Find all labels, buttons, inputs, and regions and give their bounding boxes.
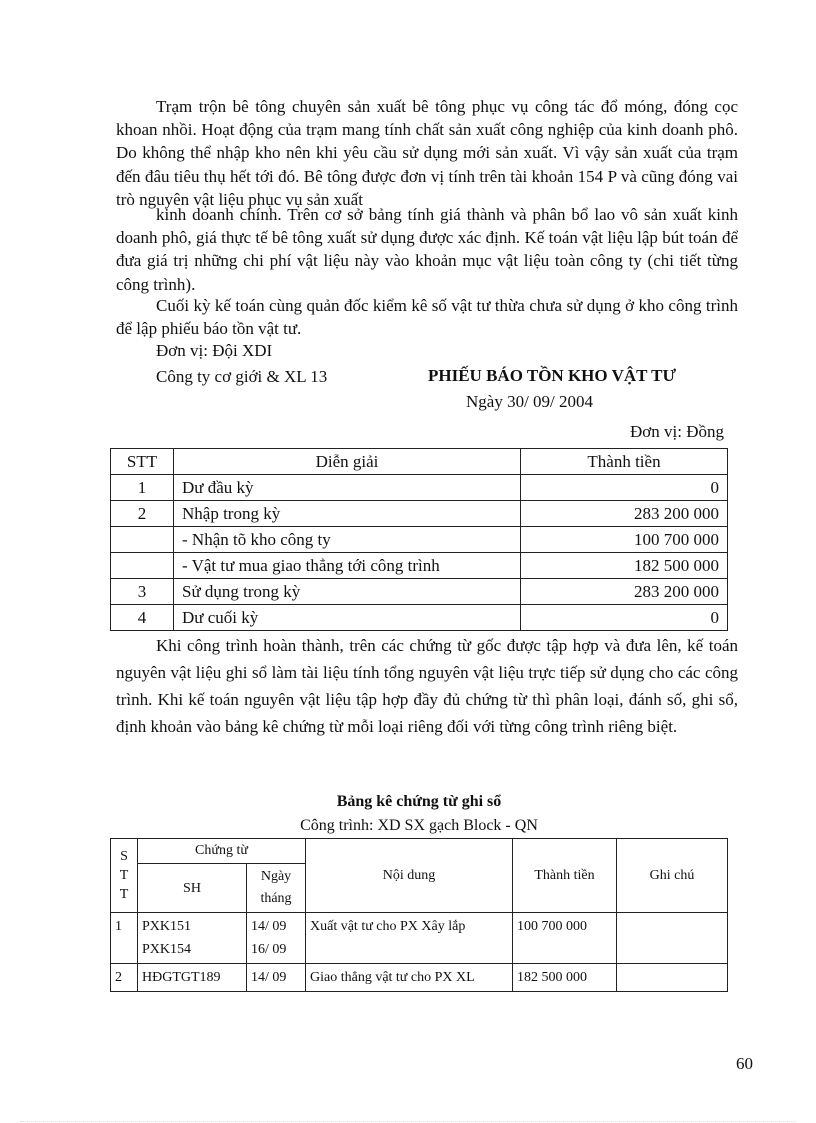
row-amount: 182 500 000 <box>513 964 617 992</box>
bottom-dotted-rule <box>20 1121 796 1122</box>
row-stt: 1 <box>111 475 174 501</box>
row-date-line: 16/ 09 <box>251 942 287 957</box>
row-date <box>247 913 306 964</box>
row-amount: 0 <box>521 605 728 631</box>
row-sh-line: PXK154 <box>142 942 192 957</box>
row-description: - Nhận tõ kho công ty <box>174 527 521 553</box>
table-header-row <box>111 839 728 864</box>
col-voucher: Chứng từ <box>138 839 306 864</box>
paragraph-recording: Khi công trình hoàn thành, trên các chứng từ gốc được tập hợp và đưa lên, kế toán nguyên vật liệu ghi sổ làm tài liệu tính tổng nguyên vật liệu trực tiếp sử dụng cho các công trình. Khi kế toán nguyên vật liệu tập hợp đầy đủ chứng từ thì phân loại, đánh số, ghi sổ, định khoản vào bảng kê chứng từ mỗi loại riêng đối với từng công trình riêng biệt. <box>116 636 738 736</box>
row-stt: 2 <box>111 501 174 527</box>
table-row <box>111 913 728 964</box>
row-content: Xuất vật tư cho PX Xây lắp <box>306 913 513 964</box>
currency-label: Đơn vị: Đồng <box>630 422 724 441</box>
row-stt: 1 <box>111 913 138 964</box>
page-number: 60 <box>736 1054 753 1073</box>
row-description: Sử dụng trong kỳ <box>174 579 521 605</box>
table-row <box>111 501 728 527</box>
company-label: Công ty cơ giới & XL 13 <box>156 367 328 386</box>
row-stt: 4 <box>111 605 174 631</box>
table-header-row <box>111 449 728 475</box>
form-date: Ngày 30/ 09/ 2004 <box>466 392 594 411</box>
col-description: Diễn giải <box>174 449 521 475</box>
col-content: Nội dung <box>306 839 513 913</box>
row-description: Dư cuối kỳ <box>174 605 521 631</box>
col-amount: Thành tiền <box>513 839 617 913</box>
col-stt <box>111 839 138 913</box>
col-date <box>247 864 306 913</box>
col-stt: STT <box>111 449 174 475</box>
row-amount: 283 200 000 <box>521 579 728 605</box>
row-amount: 182 500 000 <box>521 553 728 579</box>
row-description: Nhập trong kỳ <box>174 501 521 527</box>
row-note <box>617 964 728 992</box>
table-row <box>111 527 728 553</box>
row-stt: 2 <box>111 964 138 992</box>
paragraph-concrete-plant: Trạm trộn bê tông chuyên sản xuất bê tông phục vụ công tác đổ móng, đóng cọc khoan nhồi. Hoạt động của trạm mang tính chất sản xuất công nghiệp của kinh doanh phô. Do không thể nhập kho nên khi yêu cầu sử dụng mới sản xuất. Vì vậy sản xuất của trạm đến đâu tiêu thụ hết tới đó. Bê tông được đơn vị tính trên tài khoản 154 P và cũng đóng vai trò nguyên vật liệu phục vụ sản xuất <box>116 97 738 209</box>
col-date-line: Ngày <box>260 869 292 884</box>
unit-label: Đơn vị: Đội XDI <box>156 341 273 360</box>
paragraph-inventory-count: Cuối kỳ kế toán cùng quản đốc kiểm kê số vật tư thừa chưa sử dụng ở kho công trình để lập phiếu báo tồn vật tư. <box>116 296 738 339</box>
voucher-table-subtitle: Công trình: XD SX gạch Block - QN <box>300 817 538 834</box>
voucher-table <box>110 838 728 992</box>
row-sh-line: HĐGTGT189 <box>142 970 221 985</box>
table-row <box>111 964 728 992</box>
table-row <box>111 475 728 501</box>
row-amount: 283 200 000 <box>521 501 728 527</box>
table-row <box>111 605 728 631</box>
row-amount: 0 <box>521 475 728 501</box>
paragraph-cost-allocation: kinh doanh chính. Trên cơ sở bảng tính giá thành và phân bổ lao vô sản xuất kinh doanh phô, giá thực tế bê tông xuất sử dụng được xác định. Kế toán vật liệu lập bút toán để đưa giá trị những chi phí vật liệu này vào khoản mục vật liệu toàn công ty (chi tiết từng công trình). <box>116 205 738 294</box>
row-stt <box>111 527 174 553</box>
col-stt-letter: T <box>119 887 129 902</box>
row-sh <box>138 913 247 964</box>
row-content: Giao thẳng vật tư cho PX XL <box>306 964 513 992</box>
table-row <box>111 579 728 605</box>
stock-report-table <box>110 448 728 631</box>
form-title: PHIẾU BÁO TỒN KHO VẬT TƯ <box>428 366 676 385</box>
row-date <box>247 964 306 992</box>
col-stt-letter: S <box>120 849 128 864</box>
col-sh: SH <box>138 864 247 913</box>
row-amount: 100 700 000 <box>521 527 728 553</box>
col-date-line: tháng <box>260 891 292 906</box>
row-description: Dư đầu kỳ <box>174 475 521 501</box>
row-stt: 3 <box>111 579 174 605</box>
row-description: - Vật tư mua giao thẳng tới công trình <box>174 553 521 579</box>
table-row <box>111 553 728 579</box>
row-date-line: 14/ 09 <box>251 970 287 985</box>
row-sh <box>138 964 247 992</box>
col-stt-letter: T <box>119 868 129 883</box>
col-note: Ghi chú <box>617 839 728 913</box>
row-note <box>617 913 728 964</box>
col-amount: Thành tiền <box>521 449 728 475</box>
voucher-table-title: Bảng kê chứng từ ghi sổ <box>336 793 502 810</box>
row-amount: 100 700 000 <box>513 913 617 964</box>
row-date-line: 14/ 09 <box>251 919 287 934</box>
row-sh-line: PXK151 <box>142 919 192 934</box>
row-stt <box>111 553 174 579</box>
